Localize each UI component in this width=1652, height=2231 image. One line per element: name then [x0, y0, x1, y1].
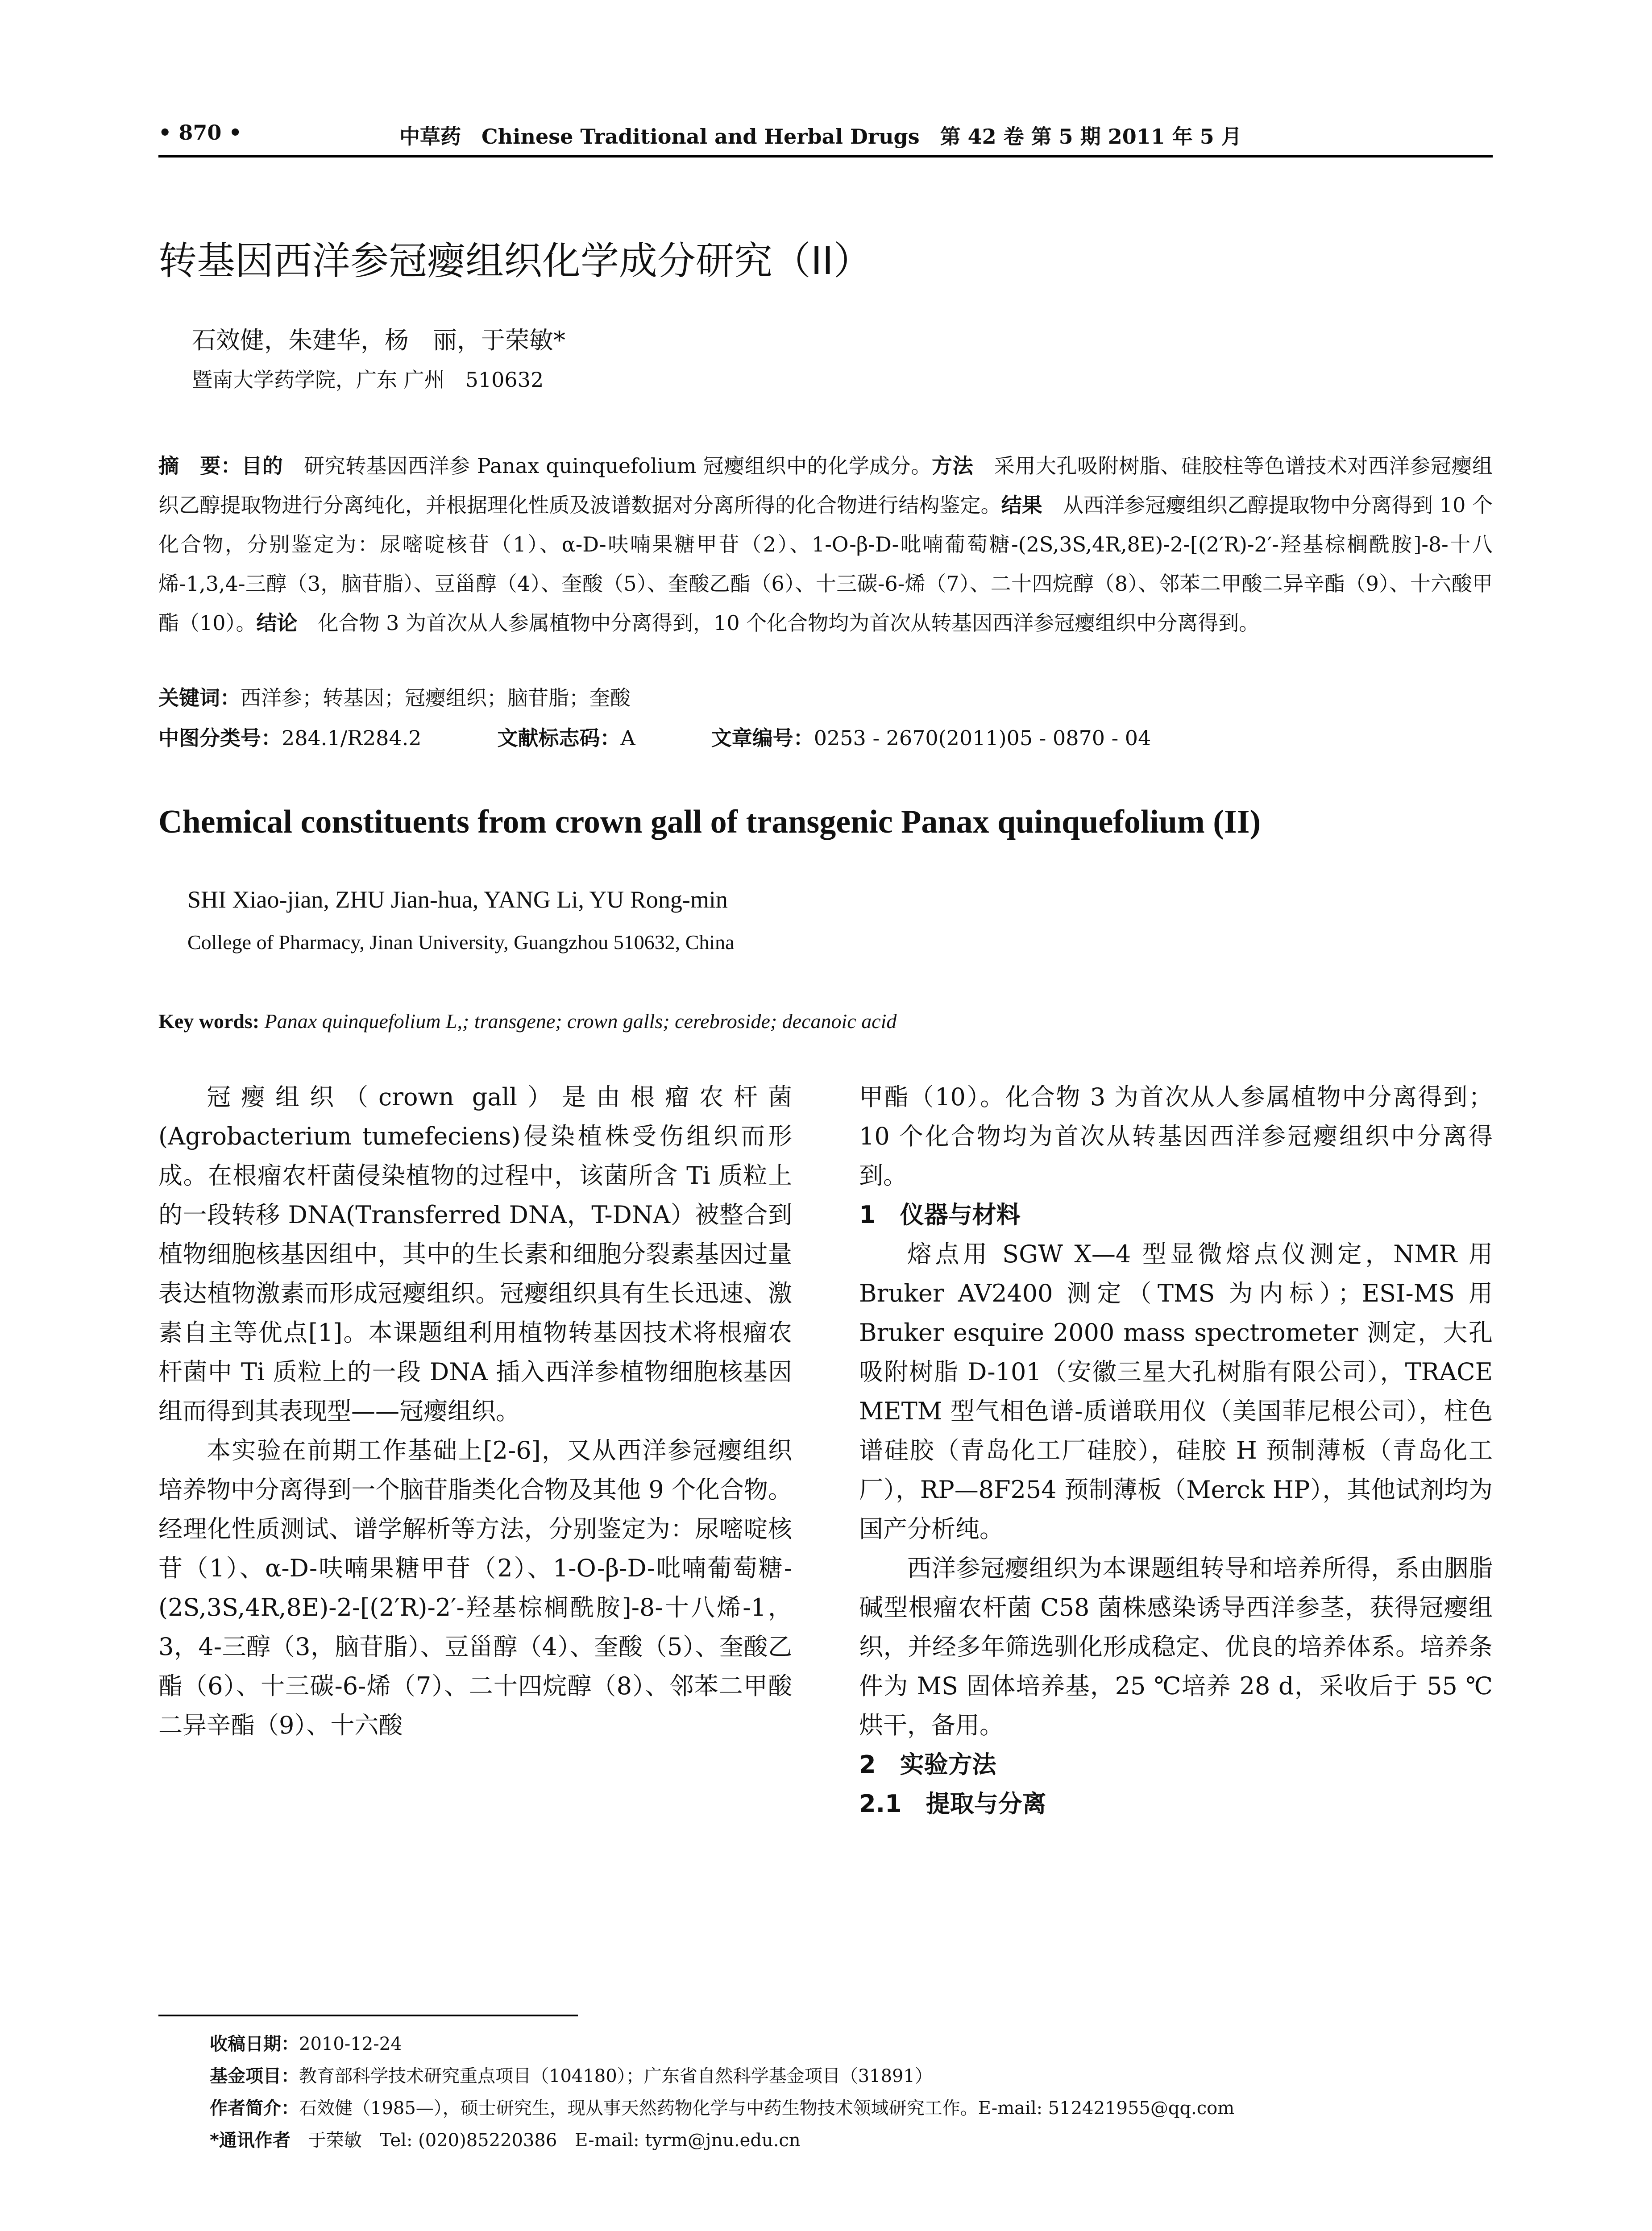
footnote-fund: [210, 2060, 1234, 2092]
article-no-label: 文章编号：: [711, 726, 814, 750]
received-date: 2010-12-24: [299, 2034, 402, 2054]
journal-line: 中草药 Chinese Traditional and Herbal Drugs 第 42 卷 第 5 期 2011 年 5 月: [399, 124, 1242, 149]
authors-cn: 石效健，朱建华，杨 丽，于荣敏*: [192, 326, 565, 354]
article-no-value: 0253 - 2670(2011)05 - 0870 - 04: [814, 726, 1151, 750]
conclusion-label: 结论: [256, 611, 298, 635]
instruments-paragraph: 熔点用 SGW X—4 型显微熔点仪测定，NMR 用 Bruker AV2400 测定（TMS 为内标）；ESI-MS 用 Bruker esquire 2000 mass spectrometer 测定，大孔吸附树脂 D-101（安徽三星大孔树脂有限公司），TRACE METM 型气相色谱-质谱联用仪（美国菲尼根公司），柱色谱硅胶（青岛化工厂硅胶），硅胶 H 预制薄板（青岛化工厂），RP—8F254 预制薄板（Merck HP），其他试剂均为国产分析纯。: [859, 1240, 1493, 1543]
author-bio-label: 作者简介：: [210, 2098, 299, 2119]
keywords-en-label: Key words:: [158, 1010, 260, 1033]
clc-value: 284.1/R284.2: [282, 726, 422, 750]
intro-paragraph-2: 本实验在前期工作基础上[2-6]，又从西洋参冠瘿组织培养物中分离得到一个脑苷脂类化合物及其他 9 个化合物。经理化性质测试、谱学解析等方法，分别鉴定为：尿嘧啶核苷（1）、α-D-呋喃果糖甲苷（2）、1-O-β-D-吡喃葡萄糖-(2S,3S,4R,8E)-2-[(2′R)-2′-羟基棕榈酰胺]-8-十八烯-1，3，4-三醇（3，脑苷脂）、豆甾醇（4）、奎酸（5）、奎酸乙酯（6）、十三碳-6-烯（7）、二十四烷醇（8）、邻苯二甲酸二异辛酯（9）、十六酸: [158, 1436, 792, 1739]
purpose-label: 目的: [241, 454, 283, 478]
body-left-column: [158, 1078, 792, 1745]
keywords-en: [158, 1009, 897, 1033]
title-en: Chemical constituents from crown gall of transgenic Panax quinquefolium (II): [158, 804, 1261, 840]
abstract-label: 摘 要：: [158, 454, 242, 478]
section-2-1-heading: 2.1 提取与分离: [859, 1790, 1046, 1818]
clc-label: 中图分类号：: [158, 726, 282, 750]
result-label: 结果: [1001, 493, 1042, 517]
corresponding-text: 于荣敏 Tel: (020)85220386 E-mail: tyrm@jnu.edu.cn: [308, 2130, 801, 2151]
doc-code-label: 文献标志码：: [497, 726, 621, 750]
author-bio-text: 石效健（1985—），硕士研究生，现从事天然药物化学与中药生物技术领域研究工作。E-mail: 512421955@qq.com: [299, 2098, 1235, 2119]
authors-en: SHI Xiao-jian, ZHU Jian-hua, YANG Li, YU Rong-min: [187, 886, 728, 913]
corresponding-label: *通讯作者: [210, 2130, 291, 2151]
section-1-heading: 1 仪器与材料: [859, 1201, 1021, 1229]
keywords-cn: [158, 682, 631, 711]
footnote-rule: [158, 2015, 578, 2016]
keywords-cn-text: 西洋参；转基因；冠瘿组织；脑苷脂；奎酸: [241, 686, 631, 710]
fund-text: 教育部科学技术研究重点项目（104180）；广东省自然科学基金项目（31891）: [299, 2066, 933, 2086]
affiliation-en: College of Pharmacy, Jinan University, Guangzhou 510632, China: [187, 931, 735, 954]
intro-paragraph-1: 冠瘿组织（crown gall）是由根瘤农杆菌(Agrobacterium tumefeciens)侵染植株受伤组织而形成。在根瘤农杆菌侵染植物的过程中，该菌所含 Ti 质粒上的一段转移 DNA(Transferred DNA，T-DNA）被整合到植物细胞核基因组中，其中的生长素和细胞分裂素基因过量表达植物激素而形成冠瘿组织。冠瘿组织具有生长迅速、激素自主等优点[1]。本课题组利用植物转基因技术将根瘤农杆菌中 Ti 质粒上的一段 DNA 插入西洋参植物细胞核基因组而得到其表现型——冠瘿组织。: [158, 1083, 792, 1425]
doc-code-value: A: [620, 726, 635, 750]
footnote-received: [210, 2028, 1234, 2060]
footnote-corresponding: [210, 2124, 1234, 2156]
classification-line: [158, 722, 1493, 751]
section-2-heading: 2 实验方法: [859, 1750, 996, 1779]
page-header: [158, 120, 1493, 156]
abstract-cn: [158, 446, 1493, 643]
purpose-text: 研究转基因西洋参 Panax quinquefolium 冠瘿组织中的化学成分。: [304, 454, 932, 478]
result-text: 从西洋参冠瘿组织乙醇提取物中分离得到 10 个化合物，分别鉴定为：尿嘧啶核苷（1）、α-D-呋喃果糖甲苷（2）、1-O-β-D-吡喃葡萄糖-(2S,3S,4R,8E)-2-[(2′R)-2′-羟基棕榈酰胺]-8-十八烯-1,3,4-三醇（3，脑苷脂）、豆甾醇（4）、奎酸（5）、奎酸乙酯（6）、十三碳-6-烯（7）、二十四烷醇（8）、邻苯二甲酸二异辛酯（9）、十六酸甲酯（10）。: [158, 493, 1493, 635]
header-rule: [158, 155, 1493, 158]
footnotes: [210, 2028, 1234, 2156]
keywords-en-text: Panax quinquefolium L,; transgene; crown galls; cerebroside; decanoic acid: [264, 1010, 897, 1033]
method-text: 采用大孔吸附树脂、硅胶柱等色谱技术对西洋参冠瘿组织乙醇提取物进行分离纯化，并根据理化性质及波谱数据对分离所得的化合物进行结构鉴定。: [158, 454, 1493, 517]
affiliation-cn: 暨南大学药学院，广东 广州 510632: [192, 368, 544, 392]
page-number: • 870 •: [158, 120, 242, 145]
keywords-cn-label: 关键词：: [158, 686, 241, 710]
footnote-author: [210, 2092, 1234, 2124]
title-cn: 转基因西洋参冠瘿组织化学成分研究（II）: [158, 239, 872, 283]
intro-paragraph-2-cont: 甲酯（10）。化合物 3 为首次从人参属植物中分离得到；10 个化合物均为首次从转基因西洋参冠瘿组织中分离得到。: [859, 1083, 1493, 1190]
fund-label: 基金项目：: [210, 2066, 299, 2086]
received-label: 收稿日期：: [210, 2034, 299, 2054]
method-label: 方法: [932, 454, 974, 478]
conclusion-text: 化合物 3 为首次从人参属植物中分离得到，10 个化合物均为首次从转基因西洋参冠瘿组织中分离得到。: [318, 611, 1260, 635]
body-right-column: [859, 1078, 1493, 1824]
materials-paragraph: 西洋参冠瘿组织为本课题组转导和培养所得，系由胭脂碱型根瘤农杆菌 C58 菌株感染诱导西洋参茎，获得冠瘿组织，并经多年筛选驯化形成稳定、优良的培养体系。培养条件为 MS 固体培养基，25 ℃培养 28 d，采收后于 55 ℃烘干，备用。: [859, 1554, 1493, 1739]
